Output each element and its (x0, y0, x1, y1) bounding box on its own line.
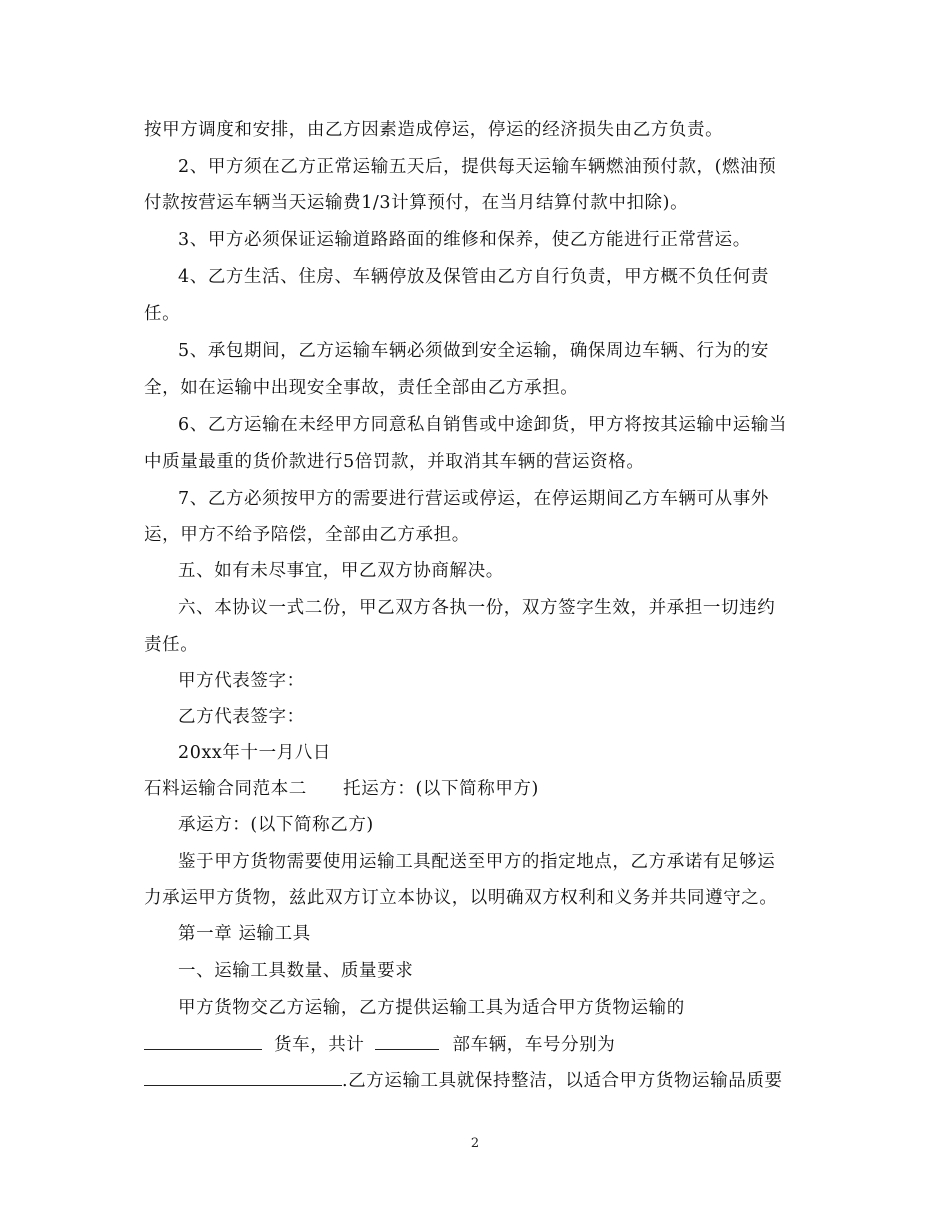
date-line: 20xx年十一月八日 (178, 743, 332, 763)
signature-label-party-b: 乙方代表签字： (178, 707, 305, 727)
fill-in-line (144, 1033, 615, 1056)
text-line: 五、如有未尽事宜，甲乙双方协商解决。 (178, 561, 504, 581)
text-line: 6、乙方运输在未经甲方同意私自销售或中途卸货，甲方将按其运输中运输当 (178, 415, 788, 435)
fill-text: 部车辆，车号分别为 (452, 1035, 616, 1055)
signature-label-party-a: 甲方代表签字： (178, 671, 305, 691)
blank-field[interactable] (375, 1033, 439, 1050)
blank-field[interactable] (144, 1069, 342, 1086)
text-line: 3、甲方必须保证运输道路路面的维修和保养，使乙方能进行正常营运。 (178, 230, 751, 250)
text-line: 运，甲方不给予陪偿，全部由乙方承担。 (144, 525, 470, 545)
text-line: 六、本协议一式二份，甲乙双方各执一份，双方签字生效，并承担一切违约 (178, 598, 776, 618)
text-line: 7、乙方必须按甲方的需要进行营运或停运，在停运期间乙方车辆可从事外 (178, 489, 769, 509)
text-line: 付款按营运车辆当天运输费1/3计算预付，在当月结算付款中扣除)。 (144, 193, 689, 213)
fill-text: 货车，共计 (274, 1035, 365, 1055)
text-line: 承运方：(以下简称乙方) (178, 815, 374, 835)
text-line: 责任。 (144, 635, 199, 655)
text-line: 一、运输工具数量、质量要求 (178, 961, 414, 981)
text-line: 4、乙方生活、住房、车辆停放及保管由乙方自行负责，甲方概不负任何责 (178, 267, 769, 287)
text-line: 全，如在运输中出现安全事故，责任全部由乙方承担。 (144, 378, 579, 398)
page-number: 2 (470, 1136, 480, 1151)
fill-in-line (144, 1069, 783, 1092)
text-line: 甲方货物交乙方运输，乙方提供运输工具为适合甲方货物运输的 (178, 998, 685, 1018)
fill-text: .乙方运输工具就保持整洁，以适合甲方货物运输品质要 (342, 1071, 783, 1091)
text-line: 按甲方调度和安排，由乙方因素造成停运，停运的经济损失由乙方负责。 (144, 120, 724, 140)
text-line: 2、甲方须在乙方正常运输五天后，提供每天运输车辆燃油预付款，(燃油预 (178, 157, 777, 177)
section-heading: 石料运输合同范本二 托运方：(以下简称甲方) (144, 779, 539, 799)
chapter-heading: 第一章 运输工具 (178, 924, 311, 944)
text-line: 5、承包期间，乙方运输车辆必须做到安全运输，确保周边车辆、行为的安 (178, 341, 769, 361)
text-line: 鉴于甲方货物需要使用运输工具配送至甲方的指定地点，乙方承诺有足够运 (178, 852, 776, 872)
text-line: 中质量最重的货价款进行5倍罚款，并取消其车辆的营运资格。 (144, 452, 645, 472)
text-line: 力承运甲方货物，兹此双方订立本协议，以明确双方权利和义务并共同遵守之。 (144, 888, 778, 908)
text-line: 任。 (144, 304, 181, 324)
blank-field[interactable] (144, 1033, 262, 1050)
